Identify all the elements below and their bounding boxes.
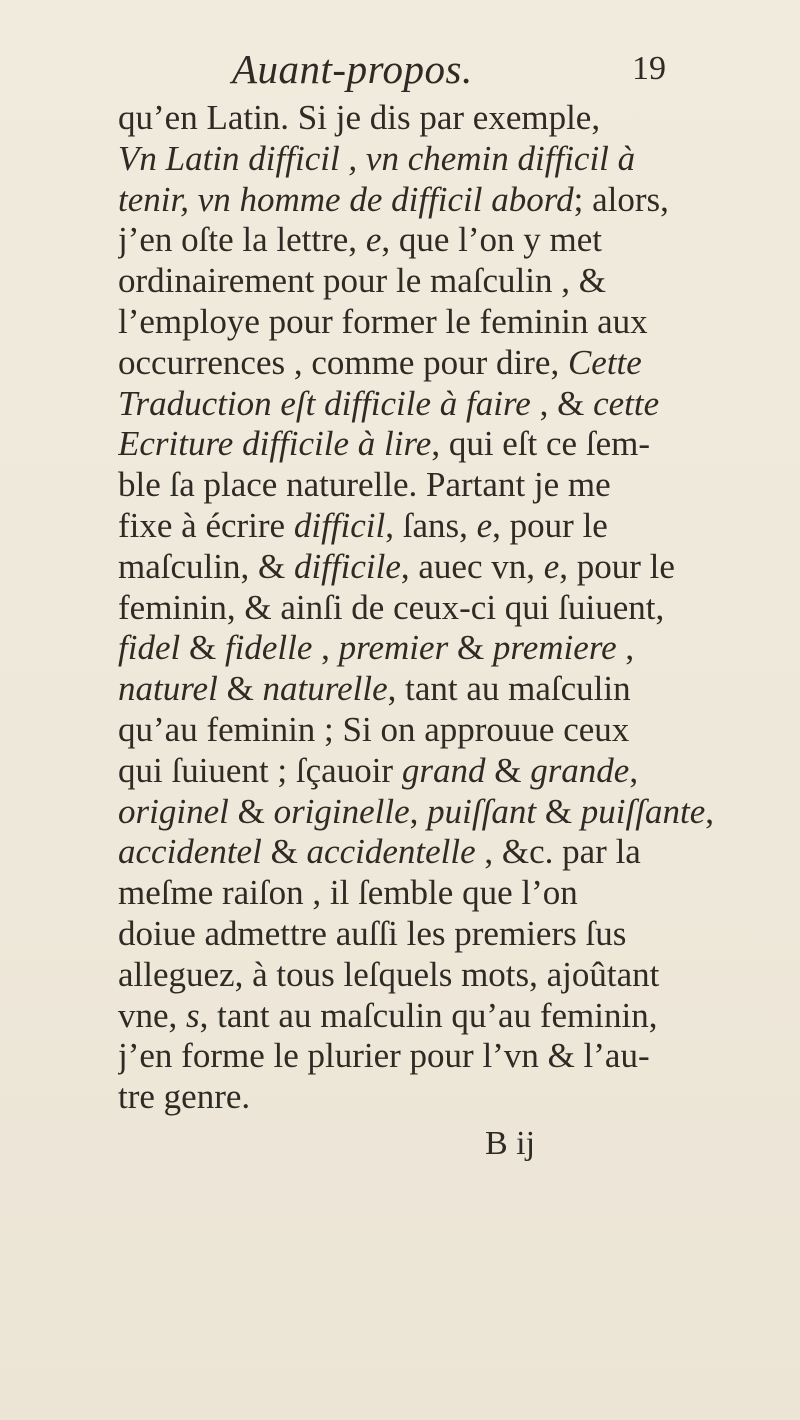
text-line bbox=[118, 465, 718, 506]
italic-segment: Cette bbox=[567, 342, 642, 382]
italic-segment: grand bbox=[401, 750, 486, 790]
body-text bbox=[118, 98, 718, 1118]
italic-segment: originel bbox=[118, 791, 229, 831]
text-segment: , tant au maſculin qu’au feminin, bbox=[199, 995, 658, 1035]
text-segment: , &c. par la bbox=[475, 832, 641, 872]
text-segment: j’en oſte la lettre, bbox=[118, 220, 366, 260]
text-segment: , bbox=[409, 791, 428, 831]
italic-segment: cette bbox=[593, 383, 660, 423]
text-line bbox=[118, 832, 718, 873]
text-line bbox=[118, 180, 718, 221]
text-line bbox=[118, 669, 718, 710]
text-line bbox=[118, 424, 718, 465]
text-segment: ble ſa place naturelle. Partant je me bbox=[118, 465, 611, 505]
italic-segment: accidentel bbox=[118, 832, 262, 872]
text-line bbox=[118, 955, 718, 996]
text-segment: , que l’on y met bbox=[381, 220, 603, 260]
text-segment: vne, bbox=[118, 995, 187, 1035]
text-line bbox=[118, 792, 718, 833]
running-title: Auant-propos. bbox=[232, 46, 473, 92]
text-line bbox=[118, 506, 718, 547]
italic-segment: Traduction eſt difficile à faire bbox=[118, 383, 531, 423]
text-segment: occurrences , comme pour dire, bbox=[118, 342, 568, 382]
text-segment: , bbox=[312, 628, 339, 668]
italic-segment: originelle bbox=[273, 791, 410, 831]
text-line bbox=[118, 220, 718, 261]
text-segment: tre genre. bbox=[118, 1077, 251, 1117]
italic-segment: fidelle bbox=[224, 628, 313, 668]
text-line bbox=[118, 873, 718, 914]
text-segment: qu’en Latin. Si je dis par exemple, bbox=[118, 98, 601, 137]
text-segment: alleguez, à tous leſquels mots, ajoûtant bbox=[118, 954, 660, 994]
text-segment: doiue admettre auſſi les premiers ſus bbox=[118, 913, 627, 953]
text-segment: maſculin, & bbox=[118, 546, 294, 586]
text-segment: meſme raiſon , il ſemble que l’on bbox=[118, 873, 578, 913]
text-segment: , bbox=[629, 750, 639, 790]
text-line bbox=[118, 547, 718, 588]
italic-segment: accidentelle bbox=[306, 832, 476, 872]
text-segment: , ſans, bbox=[385, 505, 477, 545]
text-line bbox=[118, 628, 718, 669]
italic-segment: fidel bbox=[118, 628, 181, 668]
text-line bbox=[118, 710, 718, 751]
text-line bbox=[118, 914, 718, 955]
italic-segment: Ecriture difficile à lire bbox=[118, 424, 432, 464]
italic-segment: grande bbox=[530, 750, 630, 790]
text-line bbox=[118, 1036, 718, 1077]
text-segment: , pour le bbox=[559, 546, 675, 586]
text-segment: , pour le bbox=[492, 505, 608, 545]
text-segment: j’en forme le plurier pour l’vn & l’au- bbox=[118, 1036, 650, 1076]
text-segment: qu’au feminin ; Si on approuue ceux bbox=[118, 709, 630, 749]
italic-segment: premiere bbox=[492, 628, 617, 668]
text-segment: & bbox=[485, 750, 531, 790]
page-header bbox=[0, 44, 800, 94]
text-line bbox=[118, 98, 718, 139]
text-line bbox=[118, 384, 718, 425]
text-segment: & bbox=[261, 832, 307, 872]
text-segment: fixe à écrire bbox=[118, 505, 294, 545]
italic-segment: difficil bbox=[293, 505, 386, 545]
text-segment: & bbox=[217, 669, 263, 709]
text-segment: l’employe pour former le feminin aux bbox=[118, 301, 648, 341]
text-segment: , bbox=[616, 628, 635, 668]
text-segment: , qui eſt ce ſem- bbox=[431, 424, 650, 464]
text-segment: qui ſuiuent ; ſçauoir bbox=[118, 750, 402, 790]
text-line bbox=[118, 751, 718, 792]
text-line bbox=[118, 588, 718, 629]
text-segment: feminin, & ainſi de ceux-ci qui ſuiuent, bbox=[118, 587, 665, 627]
text-line bbox=[118, 1077, 718, 1118]
text-segment: ; alors, bbox=[573, 179, 669, 219]
text-line bbox=[118, 302, 718, 343]
italic-segment: e bbox=[365, 220, 382, 260]
page-number: 19 bbox=[632, 50, 666, 87]
italic-segment: Vn Latin difficil , vn chemin difficil à bbox=[118, 138, 636, 178]
italic-segment: puiſſant bbox=[427, 791, 537, 831]
italic-segment: naturel bbox=[118, 669, 218, 709]
italic-segment: naturelle bbox=[262, 669, 388, 709]
italic-segment: puiſſante bbox=[580, 791, 706, 831]
italic-segment: premier bbox=[338, 628, 449, 668]
text-line bbox=[118, 996, 718, 1037]
italic-segment: tenir, vn homme de difficil abord bbox=[118, 179, 574, 219]
text-segment: & bbox=[448, 628, 493, 668]
text-line bbox=[118, 261, 718, 302]
text-segment: , bbox=[705, 791, 714, 831]
italic-segment: e bbox=[543, 546, 560, 586]
text-segment: & bbox=[228, 791, 274, 831]
text-line bbox=[118, 139, 718, 180]
signature-mark: B ij bbox=[485, 1125, 536, 1162]
italic-segment: difficile bbox=[293, 546, 401, 586]
text-segment: & bbox=[536, 791, 581, 831]
text-segment: , tant au maſculin bbox=[387, 669, 631, 709]
italic-segment: s bbox=[186, 995, 200, 1035]
text-segment: , auec vn, bbox=[400, 546, 544, 586]
text-segment: , & bbox=[530, 383, 594, 423]
text-line bbox=[118, 343, 718, 384]
text-segment: ordinairement pour le maſculin , & bbox=[118, 261, 606, 301]
italic-segment: e bbox=[476, 505, 493, 545]
text-segment: & bbox=[180, 628, 225, 668]
